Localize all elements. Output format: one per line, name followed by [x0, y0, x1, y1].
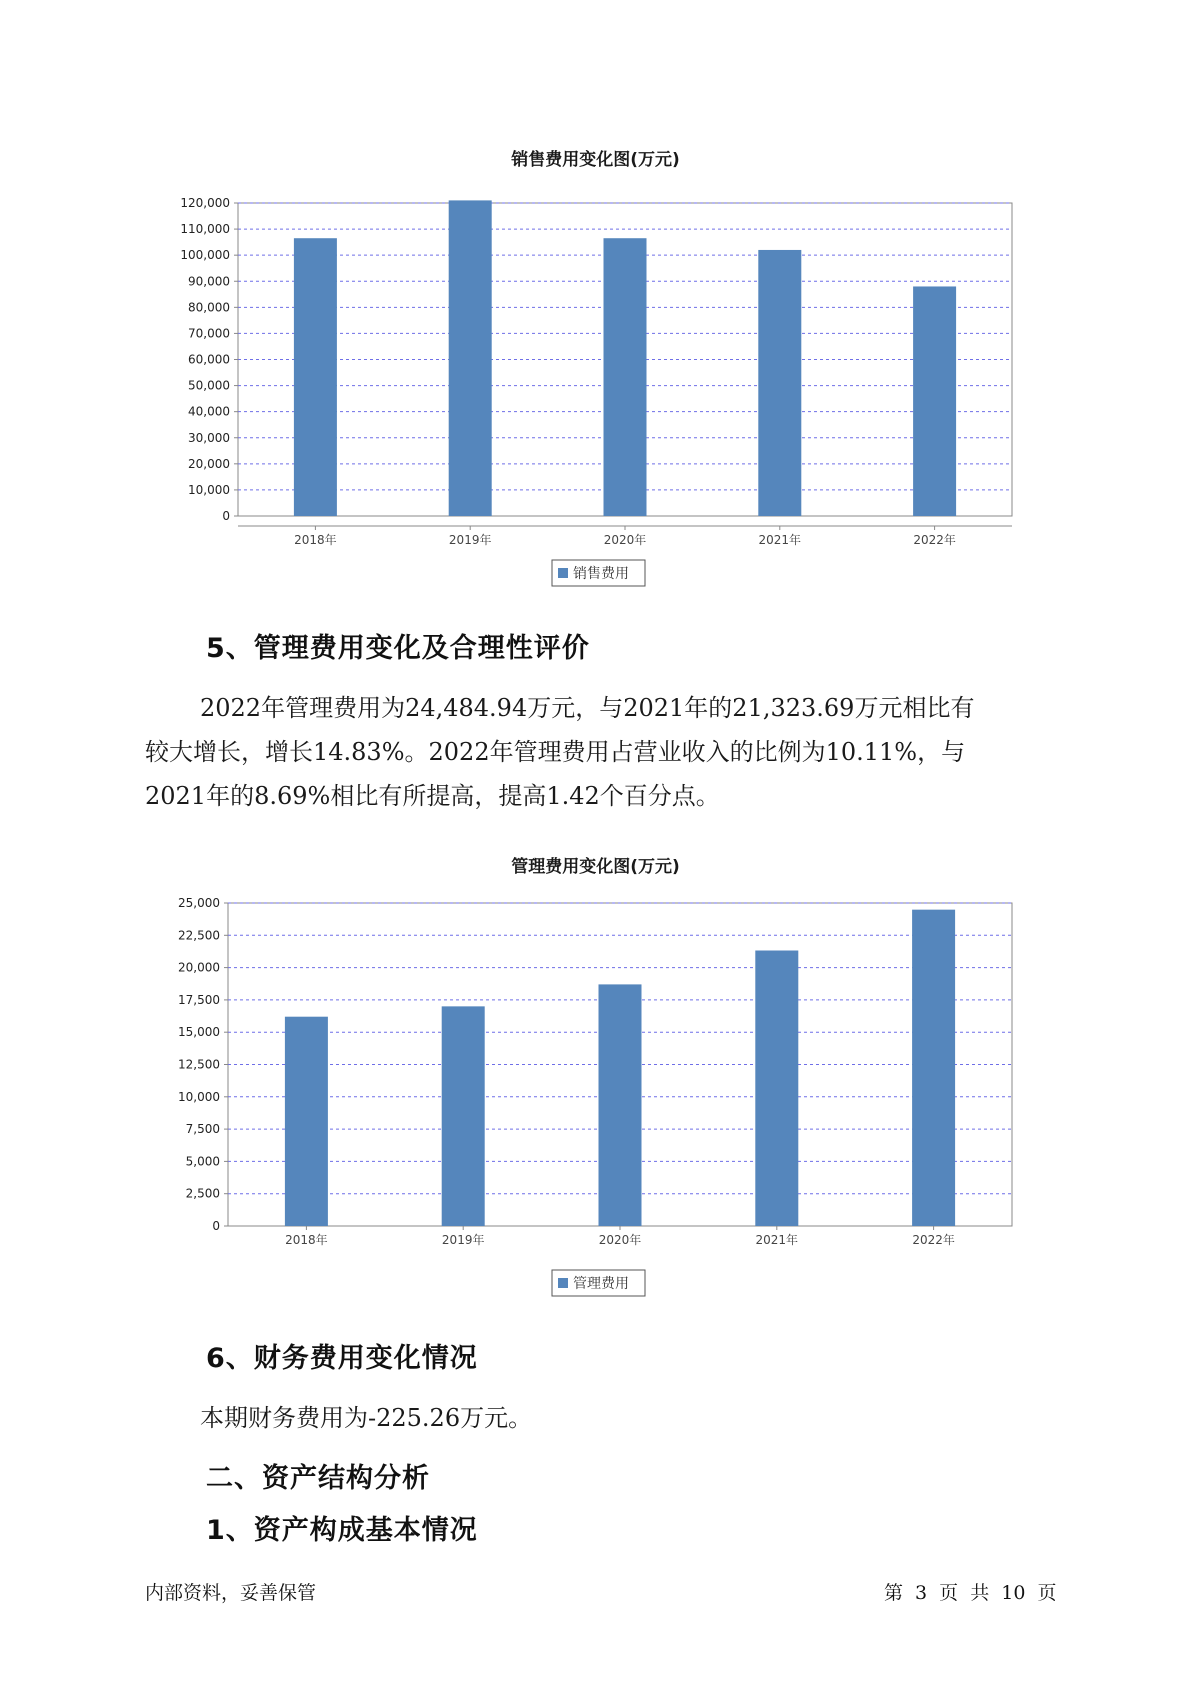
footer-confidential-note: 内部资料，妥善保管	[145, 1582, 317, 1604]
y-tick-label: 30,000	[188, 430, 230, 445]
y-tick-label: 5,000	[185, 1154, 220, 1169]
footer-page-number: 第 3 页 共 10 页	[884, 1582, 1057, 1604]
y-tick-label: 22,500	[178, 928, 220, 943]
bar	[442, 1006, 485, 1226]
bar	[912, 910, 955, 1226]
y-tick-label: 25,000	[178, 896, 220, 910]
chart-title-admin: 管理费用变化图(万元)	[511, 857, 680, 877]
y-tick-label: 2,500	[185, 1186, 220, 1201]
x-tick-label: 2019年	[441, 1233, 485, 1247]
y-tick-label: 0	[212, 1219, 220, 1233]
legend-swatch	[558, 568, 568, 578]
y-tick-label: 17,500	[178, 992, 220, 1007]
y-tick-label: 80,000	[188, 300, 230, 315]
bar	[913, 286, 956, 516]
bar	[599, 984, 642, 1226]
asset-structure-heading: 二、资产结构分析	[206, 1463, 430, 1494]
y-tick-label: 10,000	[178, 1089, 220, 1104]
y-tick-label: 0	[222, 509, 230, 523]
y-tick-label: 90,000	[188, 274, 230, 289]
x-tick-label: 2019年	[448, 533, 492, 547]
x-tick-label: 2022年	[912, 1233, 955, 1247]
y-tick-label: 12,500	[178, 1057, 220, 1072]
legend	[552, 1270, 645, 1296]
y-tick-label: 50,000	[188, 378, 230, 393]
y-tick-label: 70,000	[188, 326, 230, 341]
bar	[755, 950, 798, 1226]
y-tick-label: 100,000	[180, 248, 230, 263]
bar	[449, 200, 492, 516]
bar	[758, 250, 801, 516]
bar	[604, 238, 647, 516]
x-tick-label: 2018年	[294, 533, 337, 547]
y-tick-label: 20,000	[188, 456, 230, 471]
section-5-paragraph-line-3: 2021年的8.69%相比有所提高，提高1.42个百分点。	[145, 782, 720, 810]
admin-expense-chart	[0, 888, 1191, 1308]
y-tick-label: 15,000	[178, 1025, 220, 1040]
bar	[294, 238, 337, 516]
sales-expense-chart	[0, 180, 1191, 600]
section-5-paragraph-line-2: 较大增长，增长14.83%。2022年管理费用占营业收入的比例为10.11%，与	[145, 738, 966, 766]
x-tick-label: 2018年	[285, 1233, 328, 1247]
x-tick-label: 2020年	[603, 533, 647, 547]
y-tick-label: 7,500	[185, 1122, 220, 1137]
section-5-heading: 5、管理费用变化及合理性评价	[206, 633, 590, 664]
legend	[552, 560, 645, 586]
bar	[285, 1017, 328, 1226]
y-tick-label: 20,000	[178, 960, 220, 975]
y-tick-label: 40,000	[188, 404, 230, 419]
section-5-paragraph-line-1: 2022年管理费用为24,484.94万元，与2021年的21,323.69万元相比有	[200, 694, 975, 722]
x-tick-label: 2021年	[758, 533, 802, 547]
x-tick-label: 2021年	[755, 1233, 799, 1247]
y-tick-label: 120,000	[180, 196, 230, 210]
chart-title-sales: 销售费用变化图(万元)	[511, 150, 680, 170]
x-tick-label: 2022年	[913, 533, 956, 547]
y-tick-label: 110,000	[180, 222, 230, 237]
legend-label: 管理费用	[573, 1276, 629, 1292]
x-tick-label: 2020年	[598, 1233, 642, 1247]
y-tick-label: 10,000	[188, 482, 230, 497]
legend-swatch	[558, 1278, 568, 1288]
legend-label: 销售费用	[573, 566, 629, 582]
section-6-paragraph: 本期财务费用为-225.26万元。	[200, 1404, 533, 1432]
y-tick-label: 60,000	[188, 352, 230, 367]
asset-composition-heading: 1、资产构成基本情况	[206, 1515, 478, 1546]
section-6-heading: 6、财务费用变化情况	[206, 1343, 478, 1374]
